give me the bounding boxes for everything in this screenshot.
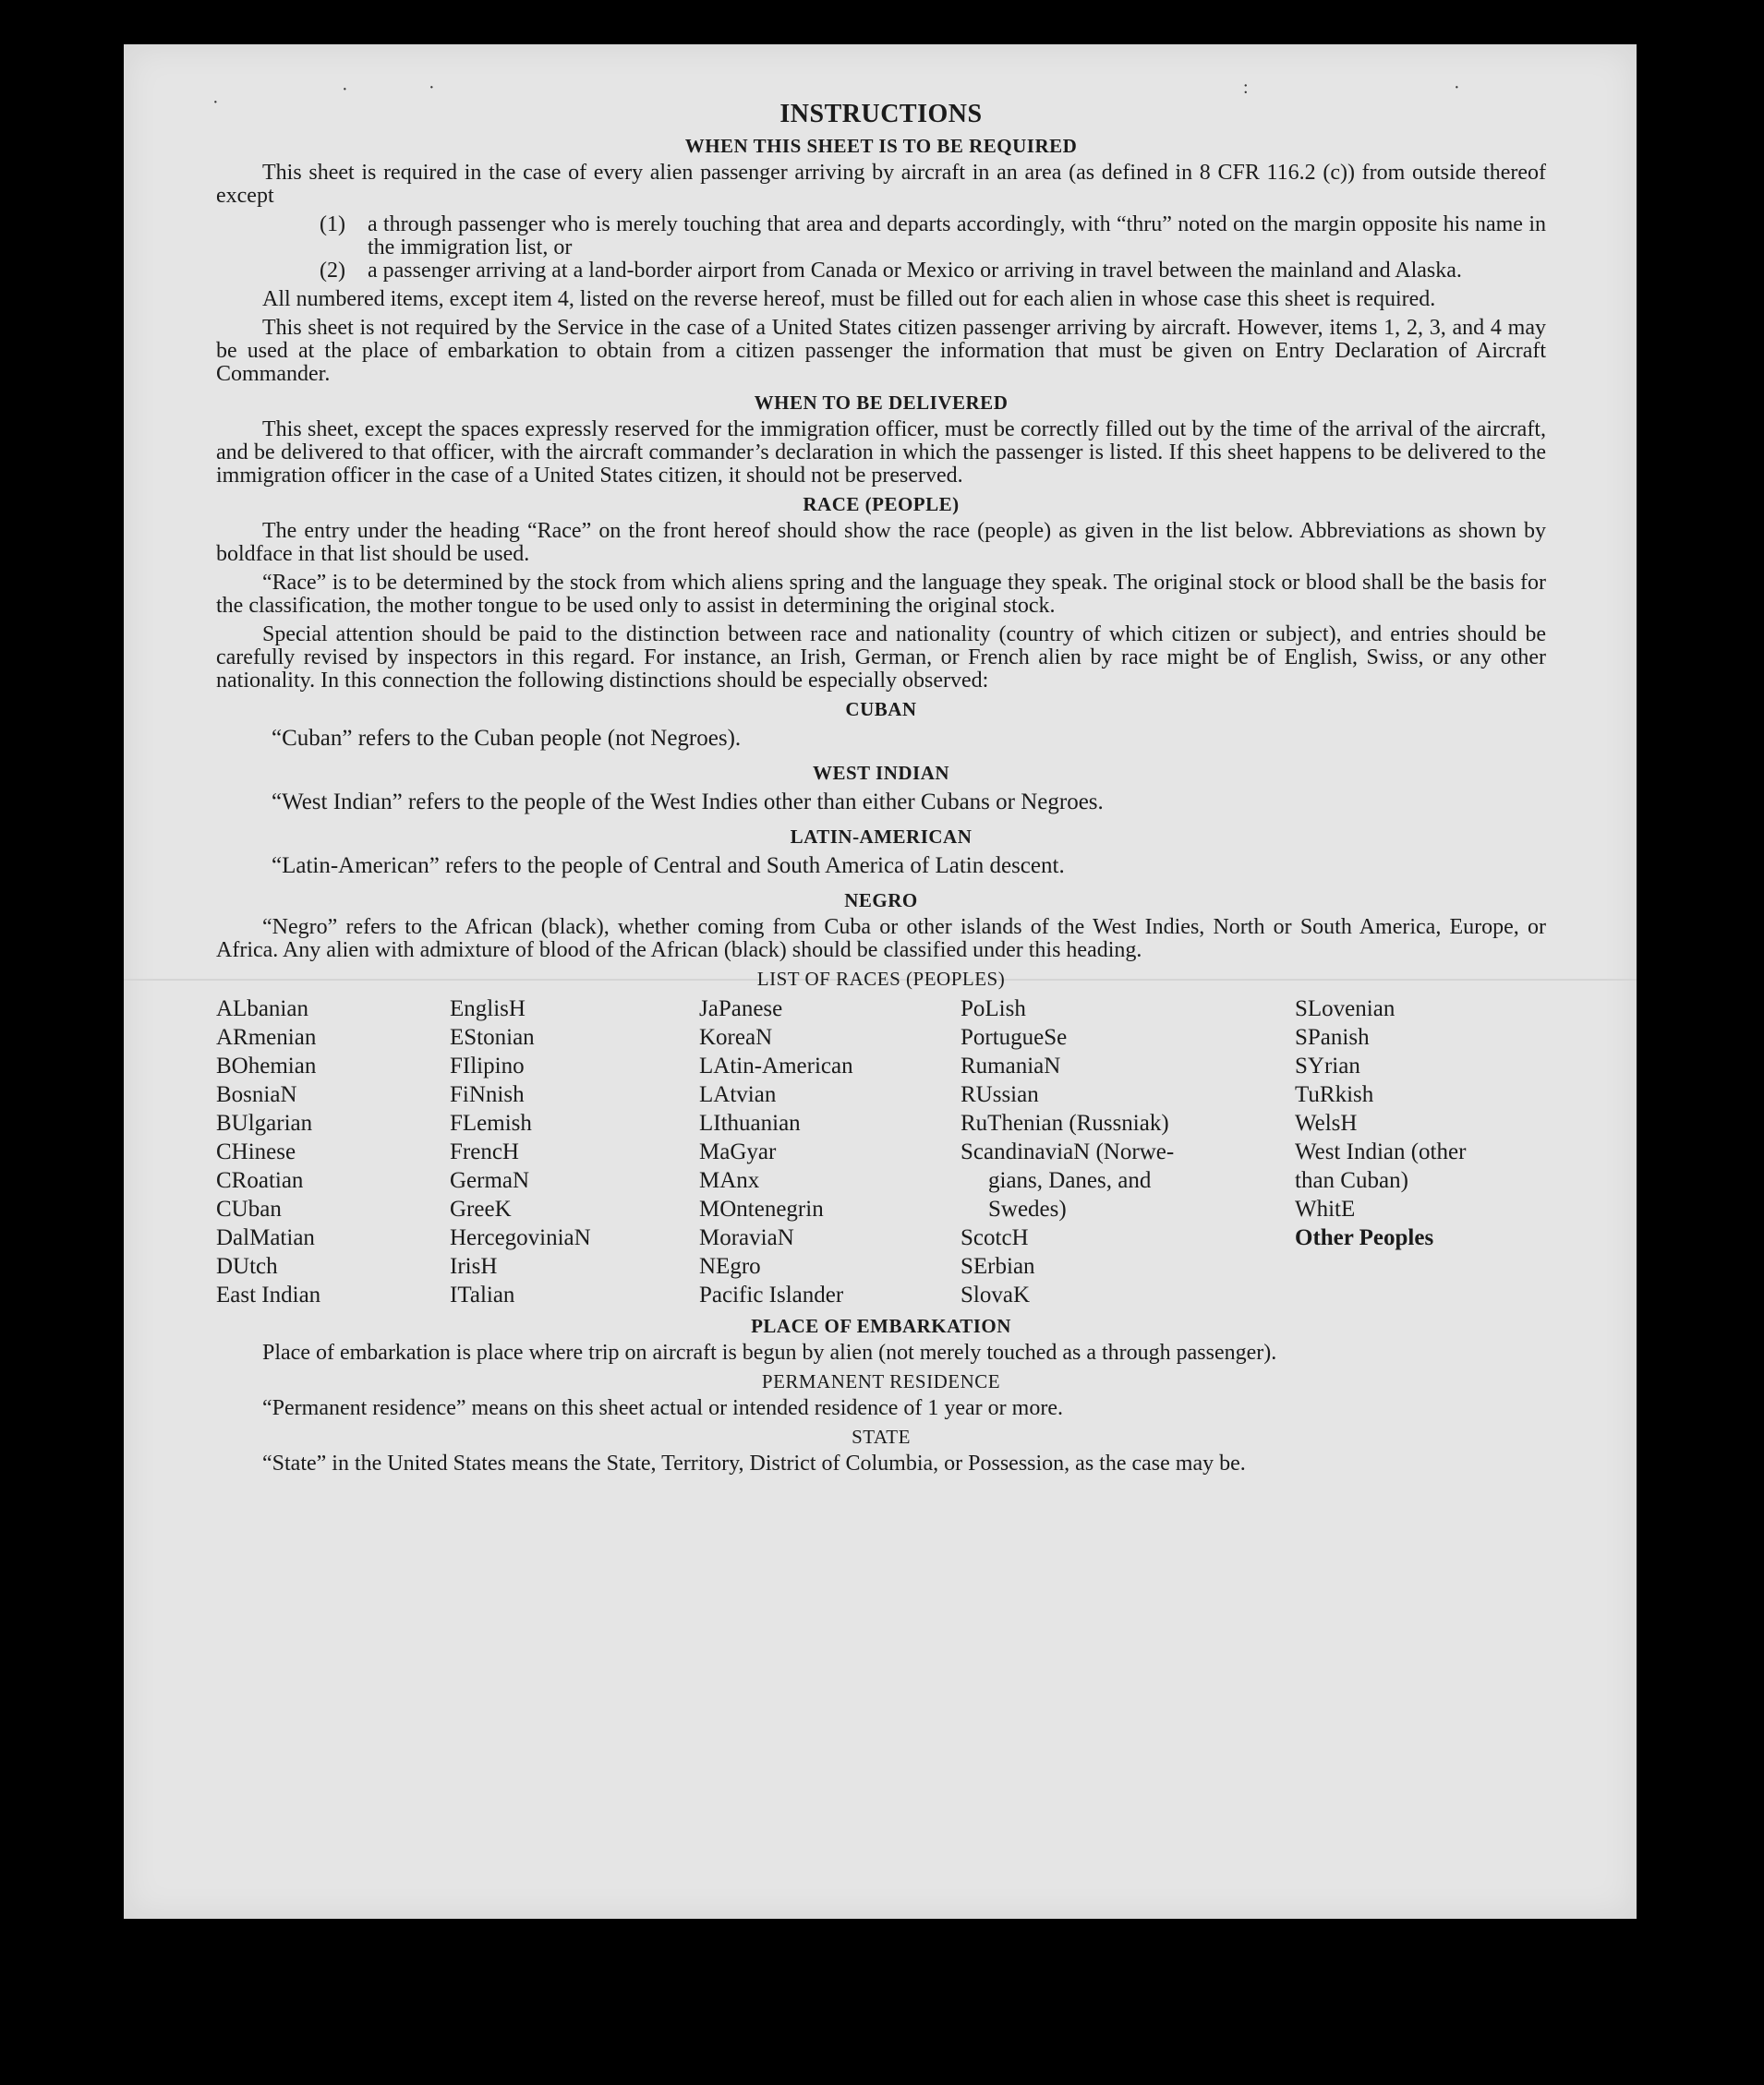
race-entry: LIthuanian (699, 1111, 801, 1136)
race-entry: BUlgarian (216, 1111, 313, 1136)
race-entry: BosniaN (216, 1082, 297, 1107)
cuban-heading: CUBAN (845, 698, 917, 720)
race-paragraph-2: “Race” is to be determined by the stock from which aliens spring and the language they speak. The original stock or blood shall be the basis for the classification, the mother tongue to be used only to assist in determining the original stock. (216, 571, 1546, 618)
embarkation-text: Place of embarkation is place where trip on aircraft is begun by alien (not merely touched as a through passenger). (262, 1341, 1277, 1365)
exception-text: a through passenger who is merely touching that area and departs accordingly, with “thru” noted on the margin opposite his name in the immigration list, or (368, 212, 1546, 259)
race-entry: JaPanese (699, 996, 783, 1021)
race-entry: ITalian (450, 1283, 515, 1308)
race-entry: SlovaK (961, 1283, 1030, 1308)
speck: · (429, 78, 435, 98)
race-entry: Pacific Islander (699, 1283, 844, 1308)
races-column-3 (699, 994, 961, 1309)
latin-american-heading: LATIN-AMERICAN (790, 826, 973, 848)
race-entry: SLovenian (1295, 996, 1395, 1021)
race-entry: CRoatian (216, 1168, 304, 1193)
race-entry: TuRkish (1295, 1082, 1374, 1107)
when-required-intro: This sheet is required in the case of every alien passenger arriving by aircraft in an area (as defined in 8 CFR 116.2 (c)) from outside thereof except (216, 161, 1546, 208)
when-delivered-text: This sheet, except the spaces expressly reserved for the immigration officer, must be correctly filled out by the time of the arrival of the aircraft, and be delivered to that officer, with the aircraft commander’s declaration in which the passenger is listed. If this sheet happens to be delivered to the immigration officer in the case of a United States citizen, it should not be preserved. (216, 417, 1546, 488)
exception-item (216, 213, 1546, 259)
race-entry: WelsH (1295, 1111, 1358, 1136)
race-entry: RumaniaN (961, 1054, 1061, 1079)
race-entry: ARmenian (216, 1025, 317, 1050)
citizen-paragraph: This sheet is not required by the Service in the case of a United States citizen passenger arriving by aircraft. However, items 1, 2, 3, and 4 may be used at the place of embarkation to obtain from a citizen passenger the information that must be given on Entry Declaration of Aircraft Commander. (216, 316, 1546, 386)
document-sheet (124, 44, 1637, 1919)
west-indian-definition: “West Indian” refers to the people of the West Indies other than either Cubans or Negroes. (272, 789, 1104, 814)
race-entry: SErbian (961, 1254, 1035, 1279)
race-entry: PortugueSe (961, 1025, 1068, 1050)
race-entry: GreeK (450, 1197, 512, 1222)
race-entry: WhitE (1295, 1197, 1356, 1222)
races-column-4 (961, 994, 1295, 1309)
negro-definition: “Negro” refers to the African (black), whether coming from Cuba or other islands of the West Indies, North or South America, Europe, or Africa. Any alien with admixture of blood of the African (black) should be classified under this heading. (216, 915, 1546, 962)
embarkation-heading: PLACE OF EMBARKATION (751, 1315, 1011, 1337)
race-entry: FiNnish (450, 1082, 525, 1107)
race-entry: EStonian (450, 1025, 535, 1050)
instructions-content (216, 100, 1546, 1481)
speck: · (212, 92, 219, 113)
race-entry: SYrian (1295, 1054, 1360, 1079)
speck: · (342, 79, 348, 100)
race-entry: CHinese (216, 1139, 296, 1164)
race-entry: MAnx (699, 1168, 760, 1193)
race-entry: PoLish (961, 996, 1026, 1021)
race-entry: LAtvian (699, 1082, 777, 1107)
race-entry: DUtch (216, 1254, 278, 1279)
races-column-2 (450, 994, 699, 1309)
page-title: INSTRUCTIONS (779, 100, 983, 128)
race-entry: CUban (216, 1197, 282, 1222)
race-entry: MaGyar (699, 1139, 777, 1164)
when-delivered-heading: WHEN TO BE DELIVERED (754, 392, 1009, 414)
race-entry: ScotcH (961, 1225, 1029, 1250)
race-paragraph-1: The entry under the heading “Race” on the front hereof should show the race (people) as given in the list below. Abbreviations as shown by boldface in that list should be used. (216, 519, 1546, 566)
race-entry: FLemish (450, 1111, 532, 1136)
race-entry: FrencH (450, 1139, 519, 1164)
race-entry: West Indian (other (1295, 1139, 1467, 1164)
latin-american-definition: “Latin-American” refers to the people of Central and South America of Latin descent. (272, 853, 1065, 878)
races-column-5 (1295, 994, 1535, 1309)
race-entry-continued: Swedes) (988, 1197, 1067, 1222)
negro-heading: NEGRO (844, 889, 918, 911)
state-heading: STATE (852, 1426, 911, 1448)
race-entry: EnglisH (450, 996, 526, 1021)
when-required-heading: WHEN THIS SHEET IS TO BE REQUIRED (684, 135, 1078, 157)
race-entry-continued: gians, Danes, and (988, 1168, 1152, 1193)
exception-list (216, 213, 1546, 283)
races-table (216, 994, 1546, 1309)
race-entry: ScandinaviaN (Norwe- (961, 1139, 1175, 1164)
race-entry: MOntenegrin (699, 1197, 824, 1222)
race-entry: GermaN (450, 1168, 530, 1193)
race-entry: FIlipino (450, 1054, 525, 1079)
race-entry: ALbanian (216, 996, 308, 1021)
cuban-definition: “Cuban” refers to the Cuban people (not Negroes). (272, 726, 742, 751)
exception-text: a passenger arriving at a land-border airport from Canada or Mexico or arriving in travel between the mainland and Alaska. (368, 259, 1462, 283)
race-paragraph-3: Special attention should be paid to the distinction between race and nationality (country of which citizen or subject), and entries should be carefully revised by inspectors in this regard. For instance, an Irish, German, or French alien by race might be of English, Swiss, or any other nationality. In this connection the following distinctions should be especially observed: (216, 622, 1546, 693)
race-entry: HercegoviniaN (450, 1225, 591, 1250)
race-entry: DalMatian (216, 1225, 315, 1250)
exception-number: (1) (320, 212, 345, 236)
residence-heading: PERMANENT RESIDENCE (761, 1370, 1001, 1392)
race-entry: BOhemian (216, 1054, 317, 1079)
numbered-items-paragraph: All numbered items, except item 4, listed on the reverse hereof, must be filled out for each alien in whose case this sheet is required. (262, 287, 1436, 311)
race-entry: Other Peoples (1295, 1225, 1434, 1250)
race-entry: IrisH (450, 1254, 498, 1279)
race-entry: LAtin-American (699, 1054, 853, 1079)
race-entry: SPanish (1295, 1025, 1370, 1050)
race-entry: MoraviaN (699, 1225, 794, 1250)
exception-item (216, 259, 1546, 283)
speck: : (1243, 78, 1249, 98)
race-heading: RACE (PEOPLE) (803, 493, 960, 515)
state-text: “State” in the United States means the State, Territory, District of Columbia, or Possession, as the case may be. (262, 1452, 1246, 1476)
speck: · (1454, 78, 1460, 98)
west-indian-heading: WEST INDIAN (812, 762, 950, 784)
race-entry: RuThenian (Russniak) (961, 1111, 1169, 1136)
residence-text: “Permanent residence” means on this sheet actual or intended residence of 1 year or more. (262, 1396, 1063, 1420)
race-entry: East Indian (216, 1283, 321, 1308)
list-of-races-heading: LIST OF RACES (PEOPLES) (756, 968, 1006, 990)
races-column-1 (216, 994, 450, 1309)
race-entry: NEgro (699, 1254, 761, 1279)
race-entry: KoreaN (699, 1025, 773, 1050)
exception-number: (2) (320, 259, 345, 283)
race-entry: RUssian (961, 1082, 1039, 1107)
race-entry-continued: than Cuban) (1295, 1168, 1408, 1193)
